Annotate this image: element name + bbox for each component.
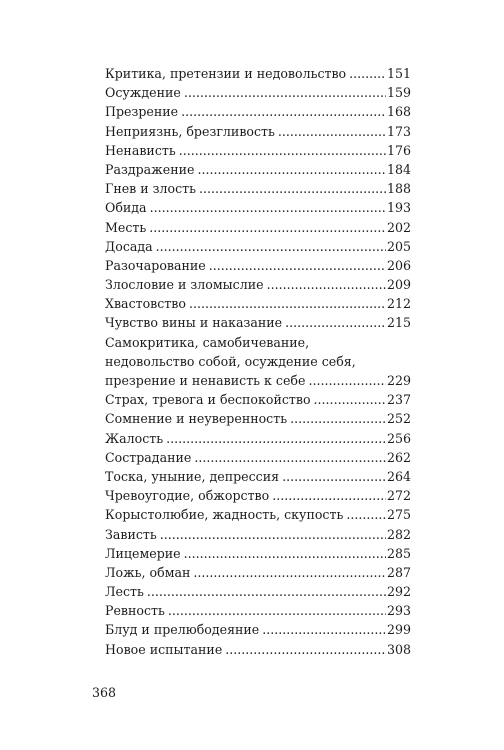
toc-entry-page: 293 — [386, 603, 411, 619]
toc-entry — [105, 179, 411, 198]
toc-leader-dots — [272, 486, 386, 505]
toc-entry-title: Досада — [105, 238, 153, 254]
toc-entry-page: 264 — [386, 468, 411, 484]
toc-entry-page: 252 — [386, 411, 411, 427]
toc-entry-page: 262 — [386, 449, 411, 465]
toc-leader-dots — [179, 141, 386, 160]
toc-entry-title: Жалость — [105, 430, 164, 446]
toc-entry-title: Обида — [105, 200, 147, 216]
toc-entry-page: 184 — [386, 161, 411, 177]
toc-entry-page: 173 — [386, 123, 411, 139]
toc-leader-dots — [209, 256, 386, 275]
toc-entry-page: 168 — [386, 104, 411, 120]
toc-entry — [105, 486, 411, 505]
toc-entry-title: Сострадание — [105, 449, 192, 465]
toc-entry-page: 299 — [386, 622, 411, 638]
toc-entry-page: 206 — [386, 257, 411, 273]
toc-entry — [105, 160, 411, 179]
toc-leader-dots — [282, 467, 386, 486]
toc-leader-dots — [267, 275, 386, 294]
toc-leader-dots — [314, 390, 386, 409]
toc-leader-dots — [346, 505, 386, 524]
toc-entry-title: Чревоугодие, обжорство — [105, 488, 270, 504]
toc-entry-title: Зависть — [105, 526, 157, 542]
page-number: 368 — [92, 685, 117, 700]
toc-entry — [105, 313, 411, 332]
toc-entry-page: 209 — [386, 277, 411, 293]
toc-entry-title: Осуждение — [105, 85, 181, 101]
toc-entry-title: Хвастовство — [105, 296, 186, 312]
toc-entry — [105, 429, 411, 448]
toc-entry-title: Гнев и злость — [105, 181, 197, 197]
toc-entry-page: 176 — [386, 142, 411, 158]
toc-entry-page: 256 — [386, 430, 411, 446]
toc-leader-dots — [349, 64, 386, 83]
toc-entry-title: Злословие и зломыслие — [105, 277, 264, 293]
toc-entry-title-line: Самокритика, самобичевание, — [105, 334, 310, 350]
toc-entry — [105, 102, 411, 121]
toc-leader-dots — [160, 525, 386, 544]
toc-entry-page: 285 — [386, 545, 411, 561]
toc-entry — [105, 505, 411, 524]
toc-entry-page: 193 — [386, 200, 411, 216]
toc-entry — [105, 237, 411, 256]
toc-entry-title: Блуд и прелюбодеяние — [105, 622, 260, 638]
toc-entry-title: Корыстолюбие, жадность, скупость — [105, 507, 344, 523]
toc-entry — [105, 390, 411, 409]
toc-entry-page: 308 — [386, 641, 411, 657]
toc-entry-title: Критика, претензии и недовольство — [105, 66, 347, 81]
toc-entry-title: Неприязнь, брезгливость — [105, 123, 275, 139]
toc-entry-title: Лесть — [105, 584, 144, 600]
toc-entry-page: 159 — [386, 85, 411, 101]
toc-leader-dots — [184, 83, 386, 102]
toc-leader-dots — [193, 563, 386, 582]
toc-leader-dots — [184, 544, 386, 563]
table-of-contents — [105, 64, 411, 659]
toc-entry-title: презрение и ненависть к себе — [105, 373, 306, 388]
toc-entry-page: 151 — [386, 66, 411, 81]
toc-entry — [105, 275, 411, 294]
toc-entry-page: 237 — [386, 392, 411, 408]
toc-entry — [105, 640, 411, 659]
toc-entry-page: 215 — [386, 315, 411, 331]
toc-entry — [105, 448, 411, 467]
toc-entry-title: Разочарование — [105, 257, 206, 273]
toc-leader-dots — [149, 218, 386, 237]
toc-entry — [105, 83, 411, 102]
toc-entry — [105, 620, 411, 639]
toc-entry-page: 272 — [386, 488, 411, 504]
toc-entry-title: Раздражение — [105, 161, 195, 177]
toc-entry — [105, 544, 411, 563]
toc-entry-title: Лицемерие — [105, 545, 181, 561]
toc-leader-dots — [199, 179, 386, 198]
toc-entry — [105, 563, 411, 582]
toc-entry-title: Чувство вины и наказание — [105, 315, 283, 331]
toc-leader-dots — [225, 640, 386, 659]
toc-leader-dots — [308, 371, 385, 390]
toc-entry-page: 292 — [386, 584, 411, 600]
toc-leader-dots — [278, 122, 386, 141]
toc-leader-dots — [194, 448, 386, 467]
toc-entry-title: Ненависть — [105, 142, 176, 158]
toc-entry-title: Ложь, обман — [105, 564, 191, 580]
toc-entry — [105, 582, 411, 601]
toc-entry-title-line: недовольство собой, осуждение себя, — [105, 353, 356, 369]
toc-entry — [105, 198, 411, 217]
toc-entry — [105, 601, 411, 620]
toc-leader-dots — [197, 160, 385, 179]
toc-entry-page: 202 — [386, 219, 411, 235]
toc-leader-dots — [166, 429, 386, 448]
toc-entry-title: Страх, тревога и беспокойство — [105, 392, 311, 408]
toc-entry — [105, 467, 411, 486]
toc-entry-title: Тоска, уныние, депрессия — [105, 468, 280, 484]
toc-leader-dots — [189, 294, 386, 313]
toc-leader-dots — [181, 102, 386, 121]
toc-entry-page: 287 — [386, 564, 411, 580]
toc-entry — [105, 294, 411, 313]
toc-entry-page: 205 — [386, 238, 411, 254]
toc-entry — [105, 409, 411, 428]
toc-entry-title: Ревность — [105, 603, 165, 619]
toc-entry — [105, 525, 411, 544]
toc-entry — [105, 141, 411, 160]
toc-entry — [105, 371, 411, 390]
toc-leader-dots — [150, 198, 386, 217]
toc-entry — [105, 218, 411, 237]
toc-entry-title: Месть — [105, 219, 147, 235]
toc-leader-dots — [168, 601, 386, 620]
toc-entry-title: Сомнение и неуверенность — [105, 411, 288, 427]
toc-entry-title: Презрение — [105, 104, 179, 120]
toc-leader-dots — [290, 409, 386, 428]
toc-entry — [105, 64, 411, 83]
toc-entry-page: 212 — [386, 296, 411, 312]
toc-leader-dots — [147, 582, 386, 601]
toc-entry-page: 188 — [386, 181, 411, 197]
toc-entry — [105, 122, 411, 141]
toc-leader-dots — [285, 313, 386, 332]
toc-leader-dots — [262, 620, 386, 639]
toc-leader-dots — [156, 237, 386, 256]
toc-entry-page: 275 — [386, 507, 411, 523]
toc-entry-page: 229 — [386, 373, 411, 388]
toc-entry-title: Новое испытание — [105, 641, 223, 657]
toc-entry-page: 282 — [386, 526, 411, 542]
toc-entry — [105, 256, 411, 275]
